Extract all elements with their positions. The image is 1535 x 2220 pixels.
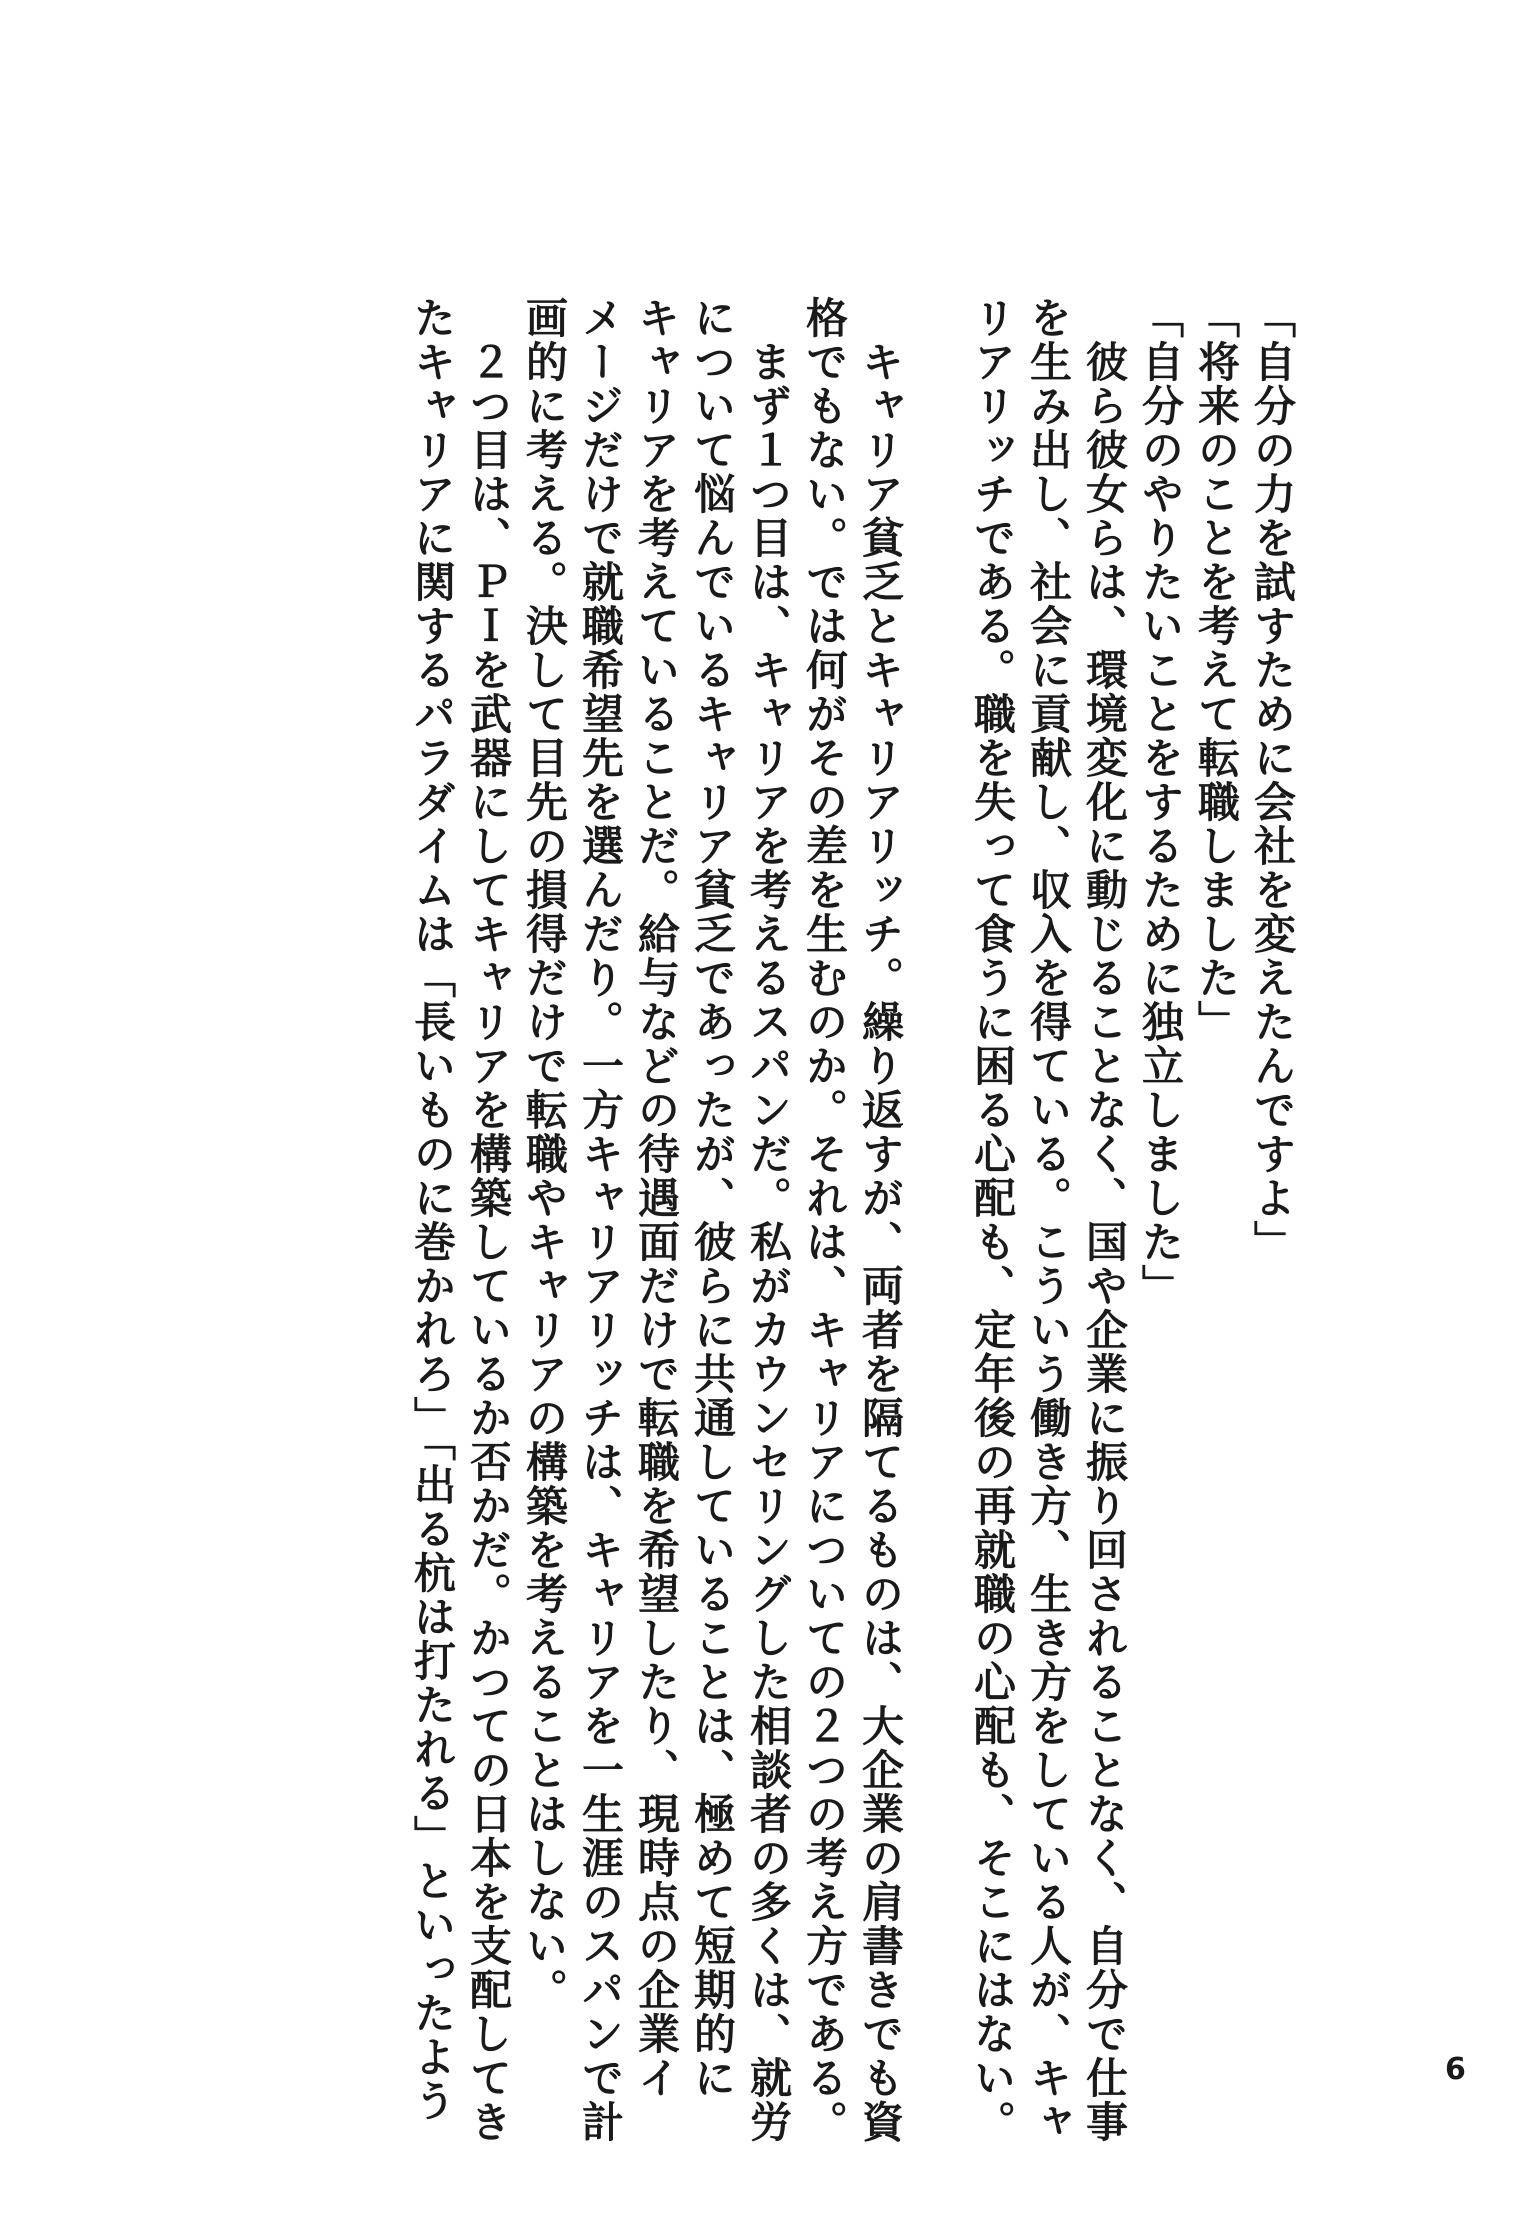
text-line-12: キャリアを考えていることだ。給与などの待遇面だけで転職を希望したり、現時点の企業イ	[632, 296, 681, 2100]
text-line-5: を生み出し、社会に貢献し、収入を得ている。こういう働き方、生き方をしている人が、キャ	[1024, 296, 1073, 2144]
text-line-9: 格でもない。では何がその差を生むのか。それは、キャリアについての２つの考え方である。	[800, 296, 849, 2144]
text-line-10: まず１つ目は、キャリアを考えるスパンだ。私がカウンセリングした相談者の多くは、就労	[744, 296, 793, 2144]
text-line-6: リアリッチである。職を失って食うに困る心配も、定年後の再就職の心配も、そこにはない。	[968, 296, 1017, 2144]
text-line-11: について悩んでいるキャリア貧乏であったが、彼らに共通していることは、極めて短期的に	[688, 296, 737, 2100]
text-line-3: 「自分のやりたいことをするために独立しました」	[1136, 296, 1185, 1308]
text-line-2: 「将来のことを考えて転職しました」	[1192, 296, 1241, 1044]
text-line-8: キャリア貧乏とキャリアリッチ。繰り返すが、両者を隔てるものは、大企業の肩書きでも資	[856, 296, 905, 2144]
text-line-1: 「自分の力を試すために会社を変えたんですよ」	[1248, 296, 1297, 1264]
text-line-16: たキャリアに関するパラダイムは「長いものに巻かれろ」「出る杭は打たれる」といったよう	[408, 296, 457, 2123]
text-line-13: メージだけで就職希望先を選んだり。一方キャリアリッチは、キャリアを一生涯のスパンで計	[576, 296, 625, 2144]
paragraph-break	[908, 296, 964, 1986]
text-line-4: 彼ら彼女らは、環境変化に動じることなく、国や企業に振り回されることなく、自分で仕事	[1080, 296, 1129, 2144]
text-line-15: ２つ目は、ＰＩを武器にしてキャリアを構築しているか否かだ。かつての日本を支配してき	[464, 296, 513, 2144]
page-number: 6	[1445, 2052, 1466, 2087]
text-line-14: 画的に考える。決して目先の損得だけで転職やキャリアの構築を考えることはしない。	[520, 296, 569, 2012]
body-text	[404, 296, 1300, 2144]
